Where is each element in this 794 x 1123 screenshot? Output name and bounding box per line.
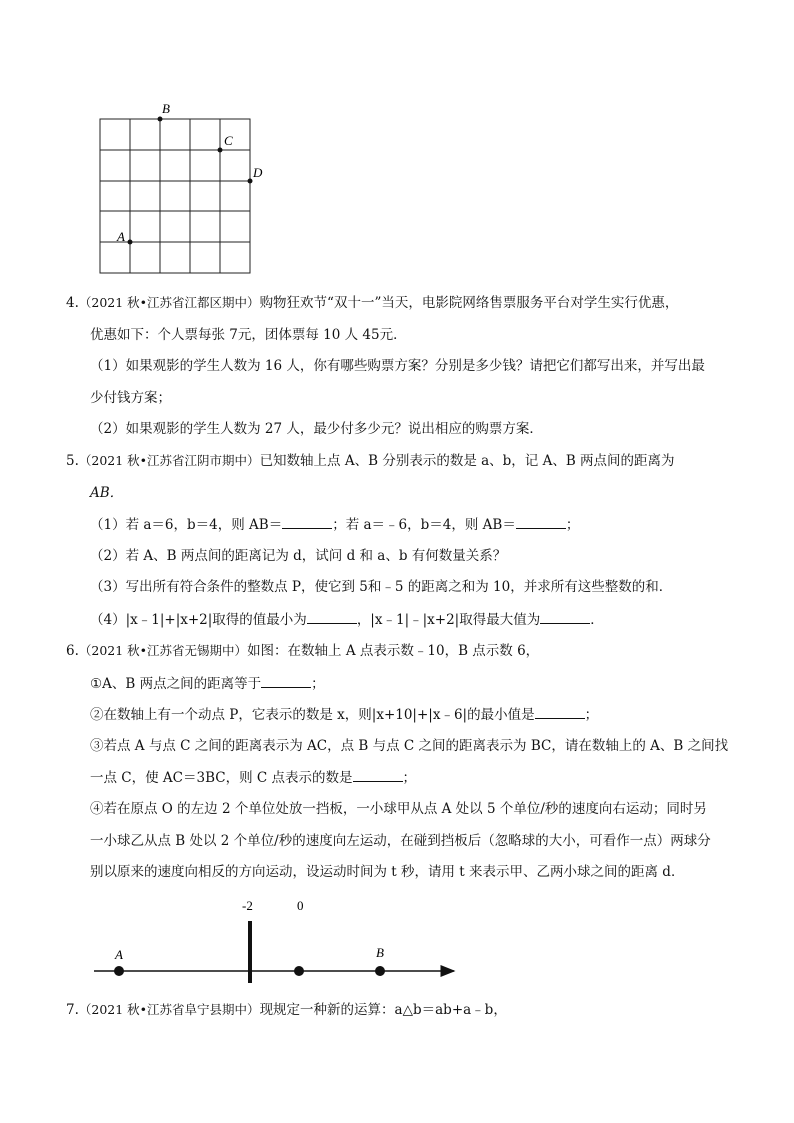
label-a: A — [115, 947, 123, 962]
label-b: B — [376, 945, 384, 960]
answer-blank[interactable] — [516, 514, 566, 529]
problem-4-line-2: 优惠如下：个人票每张 7元，团体票每 10 人 45元． — [90, 327, 407, 343]
part-text: ①A、B 两点之间的距离等于 — [90, 676, 262, 692]
part-text: ； — [311, 676, 325, 692]
problem-5-part-4 — [90, 609, 604, 630]
problem-number: 6. — [66, 643, 79, 659]
label-neg2: -2 — [242, 898, 253, 913]
problem-stem: 购物狂欢节“双十一”当天，电影院网络售票服务平台对学生实行优惠， — [259, 295, 679, 311]
part-text: ； — [402, 770, 416, 786]
problem-source: （2021 秋•江苏省无锡期中） — [78, 643, 248, 658]
point-d — [248, 179, 253, 184]
part-text: ；若 a＝﹣6，b＝4，则 AB＝ — [332, 517, 516, 533]
problem-6-part-4-cont: 一小球乙从点 B 处以 2 个单位/秒的速度向左运动，在碰到挡板后（忽略球的大小，可看作一点）两球分 — [90, 833, 711, 849]
origin-point — [294, 966, 304, 976]
label-zero: 0 — [297, 898, 304, 913]
problem-number: 5. — [66, 453, 79, 469]
problem-5-part-1 — [90, 514, 579, 535]
problem-6-part-1 — [90, 673, 325, 694]
problem-5-line-2: AB． — [90, 485, 124, 501]
barrier — [248, 921, 252, 983]
problem-stem: 如图：在数轴上 A 点表示数﹣10，B 点示数 6， — [247, 643, 540, 659]
point-c — [218, 148, 223, 153]
problem-number: 7. — [66, 1002, 79, 1018]
problem-4-line-1 — [66, 293, 678, 313]
part-text: ②在数轴上有一个动点 P，它表示的数是 x，则|x+10|+|x﹣6|的最小值是 — [90, 707, 535, 723]
problem-stem: 已知数轴上点 A、B 分别表示的数是 a、b，记 A、B 两点间的距离为 — [259, 453, 675, 469]
label-b: B — [162, 101, 170, 116]
part-text: （4）|x﹣1|+|x+2|取得的值最小为 — [90, 612, 307, 628]
number-line-figure — [88, 893, 468, 985]
point-b-ball — [375, 966, 385, 976]
problem-number: 4. — [66, 295, 79, 311]
answer-blank[interactable] — [261, 673, 311, 688]
point-a-ball — [114, 966, 124, 976]
problem-6-part-2 — [90, 704, 598, 725]
answer-blank[interactable] — [282, 514, 332, 529]
problem-5-line-1 — [66, 451, 675, 471]
problem-source: （2021 秋•江苏省阜宁县期中） — [78, 1002, 260, 1017]
problem-6-part-3: ③若点 A 与点 C 之间的距离表示为 AC，点 B 与点 C 之间的距离表示为 BC，请在数轴上的 A、B 之间找 — [90, 738, 729, 754]
point-b — [158, 117, 163, 122]
problem-5-part-3: （3）写出所有符合条件的整数点 P，使它到 5和﹣5 的距离之和为 10，并求所有这些整数的和． — [90, 579, 673, 595]
problem-source: （2021 秋•江苏省江都区期中） — [78, 295, 260, 310]
point-a — [128, 240, 133, 245]
problem-6-part-4-cont2: 别以原来的速度向相反的方向运动，设运动时间为 t 秒，请用 t 来表示甲、乙两小球之间的距离 d． — [90, 864, 685, 880]
problem-6-part-3-cont — [90, 767, 416, 788]
problem-4-part-1: （1）如果观影的学生人数为 16 人，你有哪些购票方案？分别是多少钱？请把它们都写出来，并写出最 — [90, 358, 705, 374]
part-text: ，|x﹣1|﹣|x+2|取得最大值为 — [356, 612, 541, 628]
label-c: C — [224, 133, 233, 148]
part-text: 一点 C，使 AC＝3BC，则 C 点表示的数是 — [90, 770, 353, 786]
grid-figure — [92, 100, 272, 280]
part-text: ． — [590, 612, 604, 628]
label-a: A — [117, 229, 125, 244]
problem-7-line-1 — [66, 1000, 507, 1020]
answer-blank[interactable] — [307, 609, 357, 624]
problem-5-part-2: （2）若 A、B 两点间的距离记为 d，试问 d 和 a、b 有何数量关系？ — [90, 548, 507, 564]
answer-blank[interactable] — [535, 704, 585, 719]
part-text: ； — [565, 517, 580, 533]
part-text: （1）若 a＝6，b＝4，则 AB＝ — [90, 517, 283, 533]
problem-4-part-1-cont: 少付钱方案； — [90, 390, 171, 406]
answer-blank[interactable] — [540, 609, 590, 624]
problem-6-line-1 — [66, 641, 539, 661]
problem-4-part-2: （2）如果观影的学生人数为 27 人，最少付多少元？说出相应的购票方案． — [90, 421, 543, 437]
answer-blank[interactable] — [353, 767, 403, 782]
problem-6-part-4: ④若在原点 O 的左边 2 个单位处放一挡板，一小球甲从点 A 处以 5 个单位/秒的速度向右运动；同时另 — [90, 801, 707, 817]
label-d: D — [253, 165, 263, 180]
part-text: ； — [584, 707, 599, 723]
problem-stem: 现规定一种新的运算：a△b＝ab+a﹣b， — [259, 1002, 507, 1018]
problem-source: （2021 秋•江苏省江阴市期中） — [78, 453, 260, 468]
